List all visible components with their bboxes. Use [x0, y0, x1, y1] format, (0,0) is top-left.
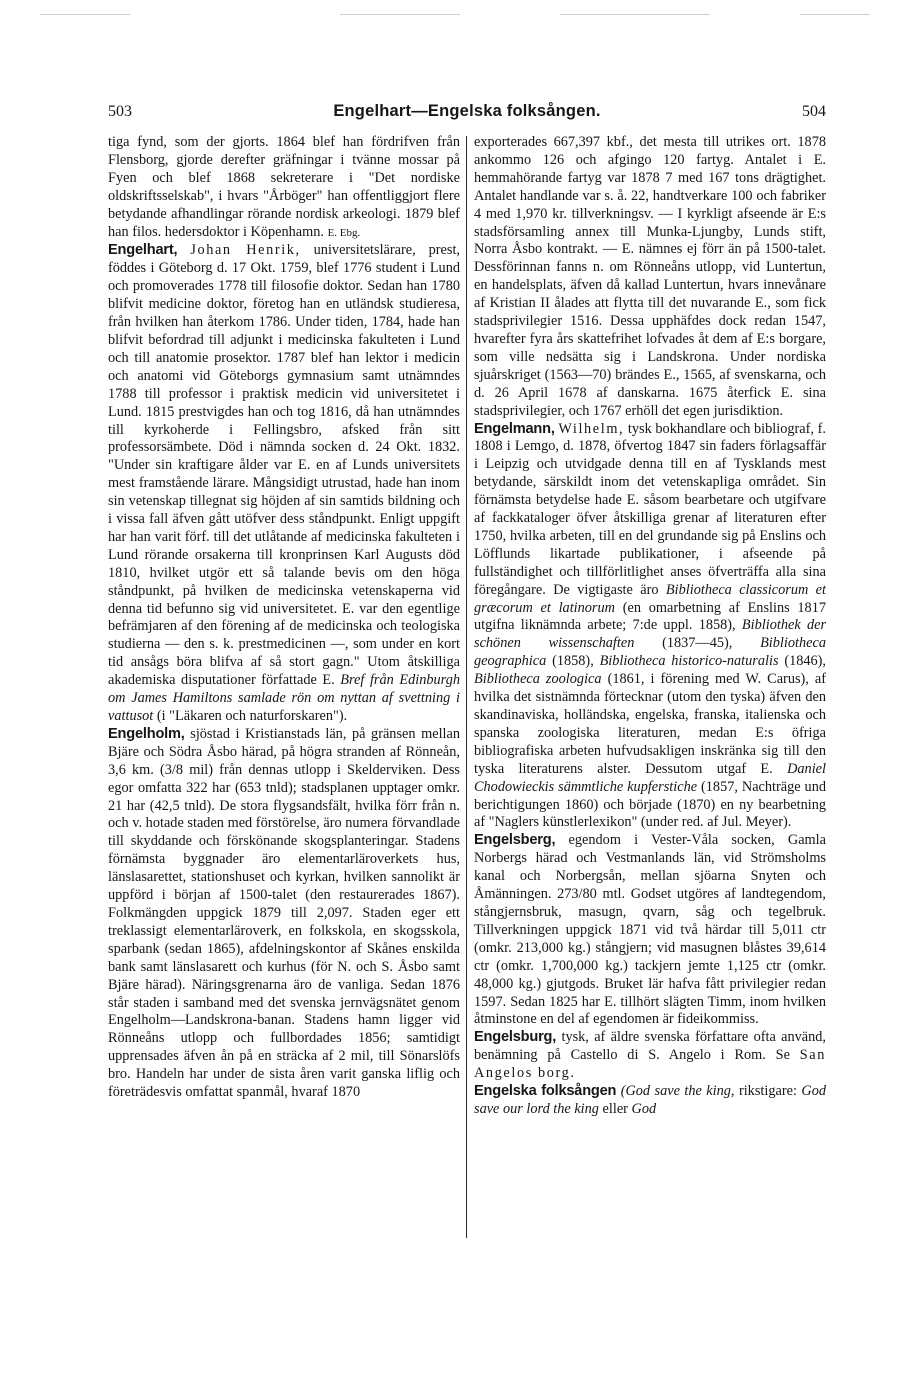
- headword: Engelska folksången: [474, 1083, 617, 1100]
- entry-engelhart: Engelhart, Johan Henrik, universitetslärare, prest, föddes i Göteborg d. 17 Okt. 1759, blef 1776 student i Lund och promoverades 1778 till filosofie doktor. Sedan han 1780 blifvit medicine doktor, företog han en utländsk studieresa, från hvilken han återkom 1786. Under tiden, 1784, hade han blifvit befordrad till adjunkt i medicinska fakulteten i Lund och till anatomie prosektor. 1787 blef han lektor i medicin och anatomi vid Göteborgs gymnasium samt utnämndes 1788 till professor i praktisk medicin vid universitetet i Lund. 1815 prestvigdes han och tog 1816, då han utnämndes till kyrkoherde i Fellingsbro, afsked från sitt professorsämbete. Död i nämnda socken d. 24 Okt. 1832. "Under sin kraftigare ålder var E. en af Lunds universitets mest framstående lärare. Mångsidigt utrustad, hade han inom sin vetenskap tillegnat sig höjden af sin samtids bildning och i vissa fall äfven gått utöfver dess ståndpunkt. Enligt uppgift har han varit förf. till det utlåtande af medicinska fakulteten i Lund rörande orsakerna till kronprinsen Karl Augusts död 1810, hvilket utgör ett så talande bevis om den höga ståndpunkt, på hvilken de medicinska vetenskaperna vid denna tid befunno sig vid universitetet. E. var den egentlige befrämjaren af den förening af de medicinska och teologiska studierna — den s. k. prestmedicinen —, som under en kort tid ansågs böra blifva af så stort gagn." Utom åtskilliga akademiska disputationer författade E. Bref från Edinburgh om James Hamiltons samlade rön om nyttan af svettning i vattusot (i "Läkaren och naturforskaren").: [108, 242, 460, 724]
- work-title: (God save the king,: [620, 1083, 735, 1100]
- work-title: Bibliotheca geographica: [474, 635, 826, 670]
- headword: Engelmann,: [474, 420, 555, 437]
- running-header: [108, 103, 826, 125]
- page-number-right: 504: [802, 103, 826, 120]
- headword: Engelsberg,: [474, 832, 556, 849]
- entry-engelska-folksangen: Engelska folksången (God save the king, rikstigare: God save our lord the king eller God: [474, 1083, 826, 1117]
- headword: Engelsburg,: [474, 1029, 557, 1046]
- scan-artifact-line: [560, 14, 710, 15]
- entry-engelsberg: Engelsberg, egendom i Vester-Våla socken, Gamla Norbergs härad och Vestmanlands län, vid Strömsholms kanal och Norbergsån, mellan sjöarna Snyten och Åmänningen. 273/80 mtl. Godset utgöres af landtegendom, stångjernsbruk, masugn, qvarn, såg och tegelbruk. Tillverkningen uppgick 1871 vid två härdar till 5,011 ctr (omkr. 213,000 kg.) stångjern; vid masugnen blåstes 39,614 ctr (omkr. 1,700,000 kg.) tackjern jemte 1,125 ctr (omkr. 48,000 kg.) gjutgods. Bruket lär hafva fått privilegier redan 1597. Sedan 1825 har E. tillhört slägten Timm, inom hvilken åtminstone en del af egendomen är fideikommiss.: [474, 832, 826, 1028]
- entry-continuation: exporterades 667,397 kbf., det mesta till utrikes ort. 1878 ankommo 126 och afgingo 120 fartyg. Antalet i E. hemmahörande fartyg var 1878 7 med 167 tons drägtighet. Antalet handlande var s. å. 22, handtverkare 100 och fabriker 4 med 1,970 kr. tillverkningsv. — I kyrkligt afseende är E:s stadsförsamling annex till Munka-Ljungby, Lunds stift, Norra Åsbo kontrakt. — E. nämnes ej förr än på 1500-talet. Dessförinnan fanns n. om Rönneåns utlopp, vid Luntertun, en handelsplats, äfven då kallad Luntertun, hvars innevånare af Kristian II ålades att flytta till det nuvarande E., som fick stadsprivilegier 1516. Dessa upphäfdes dock redan 1547, hvarefter fyra års skattefrihet lofvades åt dem af E:s borgare, som ville nedsätta sig i Landskrona. Under nordiska sjuårskriget (1563—70) brändes E., 1565, af svenskarna, och d. 26 April 1678 af danskarna. 1675 återfick E. sina stadsprivilegier, och 1767 erhöll det egen jurisdiktion.: [474, 134, 826, 419]
- entry-continuation: tiga fynd, som der gjorts. 1864 blef han fördrifven från Flensborg, gjorde derefter gräfningar i tvänne mossar på Fyen och blef 1868 sekreterare i "Det nordiske oldskriftsselskab", i hvars "Årböger" han offentliggjort flere betydande afhandlingar rörande nordisk arkeologi. 1879 blef han filos. hedersdoktor i Köpenhamn. E. Ebg.: [108, 134, 460, 240]
- entry-engelholm: Engelholm, sjöstad i Kristianstads län, på gränsen mellan Bjäre och Södra Åsbo härad, på högra stranden af Rönneån, 3,6 km. (3/8 mil) från dennas utlopp i Skelderviken. Dess egor omfatta 322 har (653 tnld); stadsplanen upptager omkr. 21 har (42,5 tnld). De stora flygsandsfält, hvilka förr från n. och v. hotade staden med förstörelse, äro numera förvandlade till skyddande och förskönande skogsplanteringar. Stadens förnämsta byggnader äro elementarläroverkets hus, länslasarettet, stationshuset och kyrkan, hvilken sannolikt är uppförd i början af 1500-talet (den restaurerades 1867). Folkmängden uppgick 1879 till 2,097. Staden eger ett treklassigt elementarläroverk, en folkskola, en skogsskola, sparbank (sedan 1865), afdelningskontor af Skånes enskilda bank samt länslasarett och kurhus (för N. och S. Åsbo samt Bjäre härad). Näringsgrenarna äro de vanliga. Sedan 1876 står staden i samband med det svenska jernvägsnätet genom Engelholm—Landskrona-banan. Stadens hamn ligger vid Rönneåns utlopp och fullbordades 1856; samtidigt upprensades äfven ån på en sträcka af 2 mil, till Sönarslöfs bro. Handeln har under de sista åren varit ganska liflig och företrädesvis omfattat spanmål, hvaraf 1870: [108, 725, 460, 1101]
- work-title: Bibliotheca historico-naturalis: [599, 653, 779, 670]
- person-name: Wilhelm,: [558, 420, 625, 437]
- page-title: Engelhart—Engelska folksången.: [333, 102, 601, 120]
- scan-artifact-line: [800, 14, 870, 15]
- work-title: Daniel Chodowieckis sämmtliche kupferstiche: [474, 760, 826, 795]
- person-name: Johan Henrik,: [190, 242, 301, 259]
- column-divider: [466, 136, 467, 1238]
- page-number-left: 503: [108, 103, 132, 120]
- cross-reference: San Angelos borg.: [474, 1047, 826, 1082]
- work-title: God: [631, 1100, 657, 1117]
- work-title: Bibliotheca zoologica: [474, 671, 602, 688]
- work-title: Bibliothek der schönen wissenschaften: [474, 617, 826, 652]
- headword: Engelhart,: [108, 242, 178, 259]
- scan-artifact-line: [340, 14, 460, 15]
- headword: Engelholm,: [108, 725, 185, 742]
- entry-engelsburg: Engelsburg, tysk, af äldre svenska författare ofta använd, benämning på Castello di S. Angelo i Rom. Se San Angelos borg.: [474, 1029, 826, 1082]
- left-column: [108, 134, 460, 1244]
- right-column: [474, 134, 826, 1244]
- entry-engelmann: Engelmann, Wilhelm, tysk bokhandlare och bibliograf, f. 1808 i Lemgo, d. 1878, öfvertog 1847 sin faders förlagsaffär i Leipzig och utvidgade denna till en af Tysklands mest betydande, särskildt inom det vetenskapliga området. Sin förnämsta betydelse hade E. såsom bearbetare och utgifvare af fackkataloger öfver åtskilliga grenar af literaturen efter 1750, hvilka arbeten, till en del grundande sig på Enslins och Löfflunds likartade publikationer, i afseende på fullständighet och tillförlitlighet anses öfverträffa alla sina föregångare. De vigtigaste äro Bibliotheca classicorum et græcorum et latinorum (en omarbetning af Enslins 1817 utgifna liknämnda arbete; 7:de uppl. 1858), Bibliothek der schönen wissenschaften (1837—45), Bibliotheca geographica (1858), Bibliotheca historico-naturalis (1846), Bibliotheca zoologica (1861, i förening med W. Carus), af hvilka det sistnämnda förtecknar (utom den tyska) äfven den skandinaviska, holländska, engelska, franska, italienska och spanska zoologiska literaturen, medan E:s öfriga bibliografiska arbeten hufvudsakligen inskränka sig till den tyska literaturens alster. Dessutom utgaf E. Daniel Chodowieckis sämmtliche kupferstiche (1857, Nachträge und berichtigungen 1860) och började (1870) en ny bearbetning af "Naglers künstlerlexikon" (under red. af Jul. Meyer).: [474, 420, 826, 831]
- scan-artifact-line: [40, 14, 130, 15]
- work-title: God save our lord the king: [474, 1083, 826, 1117]
- work-title: Bibliotheca classicorum et græcorum et latinorum: [474, 581, 826, 616]
- author-signature: E. Ebg.: [327, 226, 361, 239]
- work-title: Bref från Edinburgh om James Hamiltons samlade rön om nyttan af svettning i vattusot: [108, 672, 460, 724]
